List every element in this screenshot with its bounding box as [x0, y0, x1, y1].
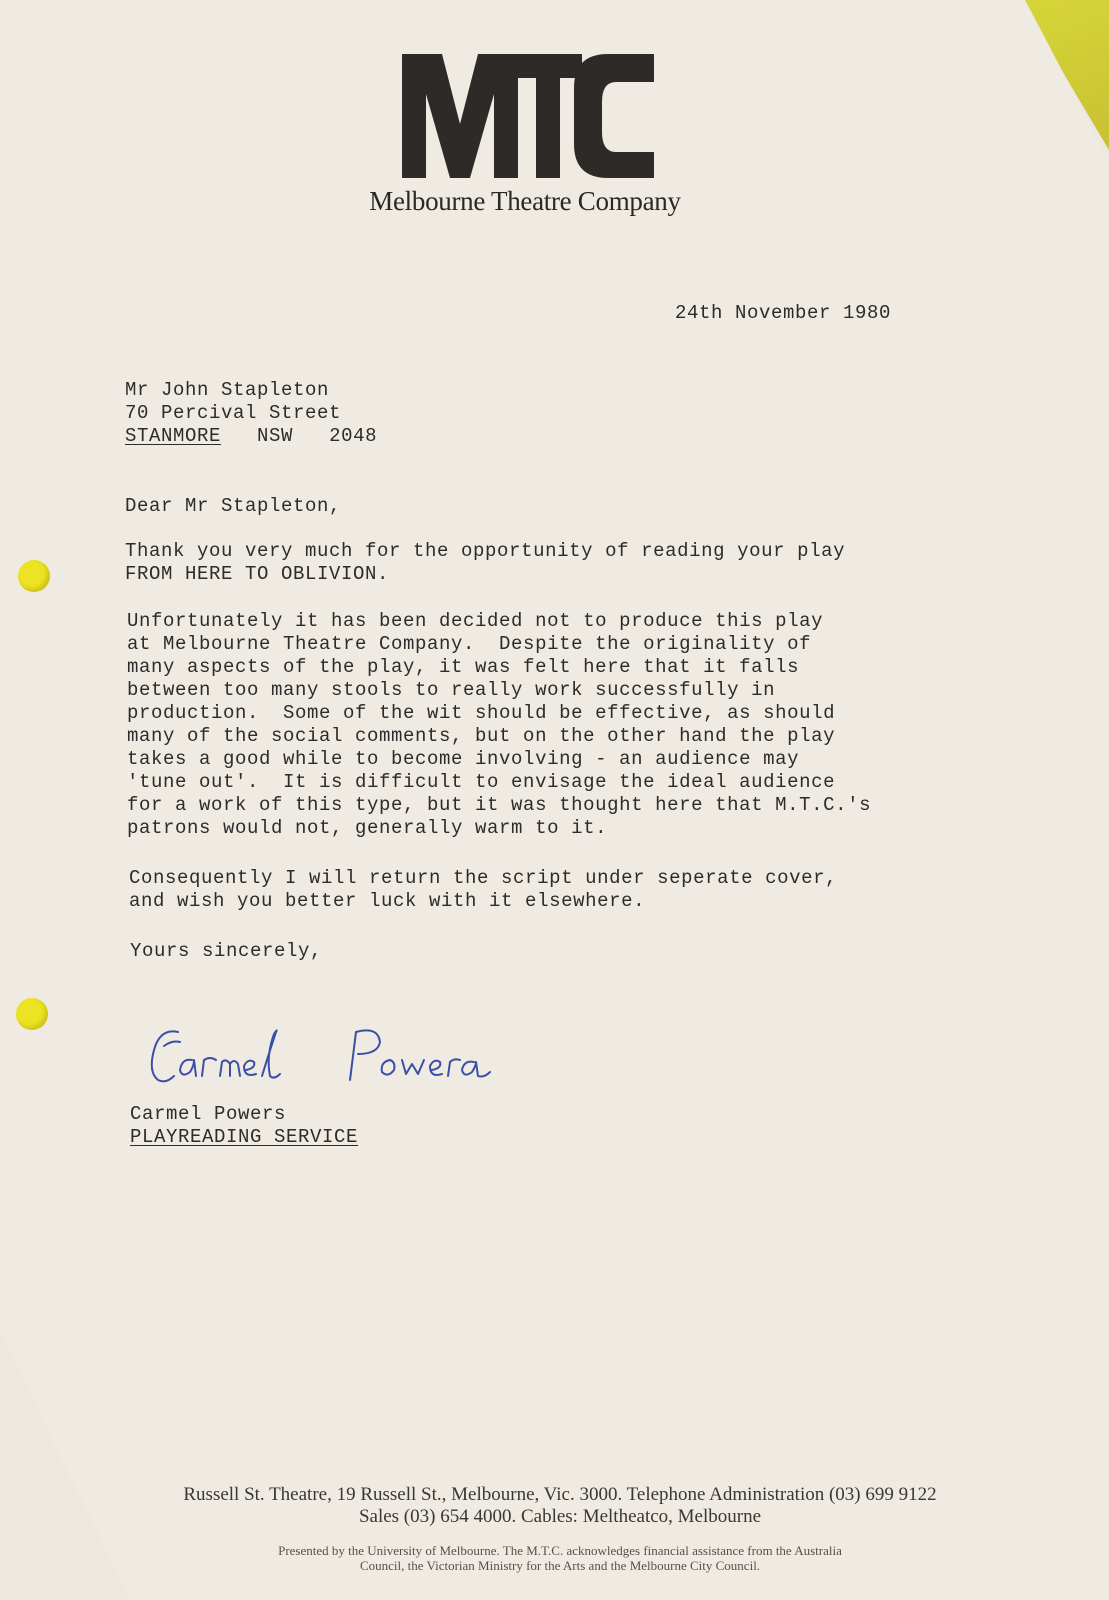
company-name: Melbourne Theatre Company	[369, 186, 681, 216]
letter-date: 24th November 1980	[675, 302, 892, 324]
salutation: Dear Mr Stapleton,	[125, 495, 342, 517]
signer-department: PLAYREADING SERVICE	[130, 1126, 359, 1148]
footer-contact	[60, 1484, 1060, 1528]
play-title: FROM HERE TO OBLIVION.	[125, 563, 390, 585]
recipient-postcode: 2048	[329, 425, 378, 447]
body-line: at Melbourne Theatre Company. Despite the originality of	[127, 633, 812, 655]
body-line: Unfortunately it has been decided not to produce this play	[127, 610, 824, 632]
body-line: Consequently I will return the script under seperate cover,	[129, 867, 838, 889]
footer-acknowledgement	[60, 1543, 1060, 1573]
body-line: production. Some of the wit should be effective, as should	[127, 702, 836, 724]
footer-small-line-1: Presented by the University of Melbourne. The M.T.C. acknowledges financial assistance from the Australia	[278, 1543, 842, 1558]
body-line: 'tune out'. It is difficult to envisage the ideal audience	[127, 771, 836, 793]
recipient-suburb: STANMORE	[125, 425, 222, 447]
body-line: many aspects of the play, it was felt here that it falls	[127, 656, 800, 678]
body-line: takes a good while to become involving - an audience may	[127, 748, 800, 770]
punch-hole-sticker	[16, 998, 48, 1030]
body-paragraph-3	[129, 867, 837, 913]
body-line: between too many stools to really work successfully in	[127, 679, 776, 701]
punch-hole-sticker	[18, 560, 50, 592]
footer-line-1: Russell St. Theatre, 19 Russell St., Melbourne, Vic. 3000. Telephone Administration (03) 699 9122	[183, 1484, 937, 1505]
recipient-street: 70 Percival Street	[125, 402, 342, 424]
footer-small-line-2: Council, the Victorian Ministry for the Arts and the Melbourne City Council.	[359, 1558, 761, 1573]
body-line: and wish you better luck with it elsewhere.	[129, 890, 646, 912]
body-line: for a work of this type, but it was thought here that M.T.C.'s	[127, 794, 872, 816]
body-line: many of the social comments, but on the other hand the play	[127, 725, 836, 747]
signer-block	[130, 1103, 358, 1149]
mtc-logo	[402, 54, 654, 178]
recipient-address	[125, 379, 377, 448]
body-line: Thank you very much for the opportunity of reading your play	[125, 540, 846, 562]
body-line: patrons would not, generally warm to it.	[127, 817, 608, 839]
signer-name: Carmel Powers	[130, 1103, 287, 1125]
recipient-state: NSW	[257, 425, 294, 447]
handwritten-signature	[140, 1020, 510, 1110]
recipient-name: Mr John Stapleton	[125, 379, 330, 401]
footer-line-2: Sales (03) 654 4000. Cables: Meltheatco, Melbourne	[358, 1506, 762, 1527]
body-paragraph-1	[125, 540, 845, 586]
body-paragraph-2	[127, 610, 871, 840]
closing: Yours sincerely,	[130, 940, 323, 962]
